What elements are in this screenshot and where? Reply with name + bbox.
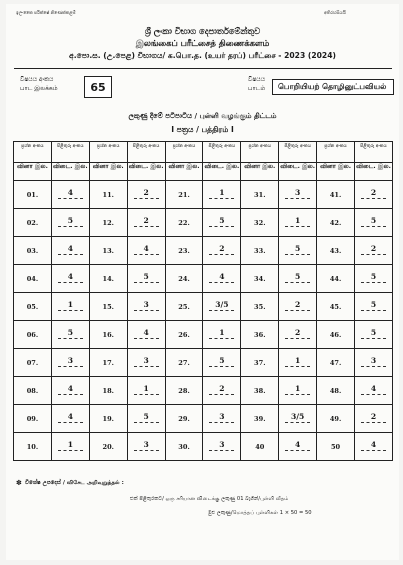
answer-line [209,226,234,227]
answer-line [209,198,234,199]
answer-cell [203,293,241,321]
question-number: 11. [89,181,127,209]
answer-cell [203,433,241,461]
answer-line [58,198,83,199]
answer-line [361,198,386,199]
answer-line [58,226,83,227]
answer-line [209,254,234,255]
answer-number-header: පිළිතුරු අංකය [355,142,393,163]
question-number: 28. [165,377,203,405]
answer-value: 5 [295,244,301,253]
question-number: 08. [14,377,52,405]
answer-value: 4 [67,188,73,197]
answer-value: 5 [370,300,377,309]
answer-cell [203,265,241,293]
answer-value: 4 [67,272,73,281]
answer-cell [279,349,317,377]
table-row [14,293,393,321]
answer-line [285,310,310,311]
question-number: 25. [165,293,203,321]
subject-no-label-1: විෂයය අංකය [20,76,54,83]
answer-number-subheader: விடை. இல. [127,163,165,181]
answer-table-body [14,181,393,461]
answer-value: 4 [67,412,73,421]
answer-cell [127,237,165,265]
question-number: 07. [14,349,52,377]
answer-value: 2 [370,188,377,197]
question-number: 40 [241,433,279,461]
answer-value: 2 [143,188,149,197]
subject-no-label-2: பாட இலக்கம் [20,84,58,92]
question-number: 46. [317,321,355,349]
paper-title: I පත්‍රය / பத்திரம் I [171,125,234,134]
table-row [14,209,393,237]
answer-cell [279,377,317,405]
question-number: 01. [14,181,52,209]
answer-cell [279,237,317,265]
question-number: 16. [89,321,127,349]
answer-cell [279,293,317,321]
question-number: 31. [241,181,279,209]
table-subheader-row [14,163,393,181]
answer-cell [51,209,89,237]
answer-line [285,450,310,451]
table-row [14,433,393,461]
table-row [14,181,393,209]
answer-value: 1 [219,188,225,197]
question-number: 23. [165,237,203,265]
answer-number-subheader: விடை. இல. [51,163,89,181]
answer-number-header: පිළිතුරු අංකය [279,142,317,163]
special-instructions-text: විශේෂ උපදෙස් / விசேட அறிவுறுத்தல் : [25,480,124,486]
answer-line [134,198,159,199]
answer-cell [51,237,89,265]
answer-value: 5 [219,356,225,365]
answer-line [209,282,234,283]
answer-cell [127,349,165,377]
answer-value: 1 [295,356,301,365]
answer-value: 5 [370,272,377,281]
question-number: 36. [241,321,279,349]
answer-number-subheader: விடை. இல. [279,163,317,181]
answer-cell [355,377,393,405]
question-number-subheader: வினா இல. [89,163,127,181]
answer-cell [127,181,165,209]
answer-value: 3 [295,188,301,197]
answer-line [134,422,159,423]
answer-number-header: පිළිතුරු අංකය [203,142,241,163]
question-number: 21. [165,181,203,209]
answer-line [134,254,159,255]
question-number: 24. [165,265,203,293]
answer-cell [51,181,89,209]
answer-number-subheader: விடை. இல. [203,163,241,181]
answer-line [134,226,159,227]
question-number: 37. [241,349,279,377]
question-number-header: ප්‍රශ්න අංකය [241,142,279,163]
answer-value: 5 [67,328,73,337]
question-number-header: ප්‍රශ්න අංකය [14,142,52,163]
answer-number-header: පිළිතුරු අංකය [51,142,89,163]
answer-value: 1 [143,384,149,393]
answer-value: 4 [219,272,225,281]
question-number: 22. [165,209,203,237]
answer-line [361,366,386,367]
answer-value: 2 [219,384,225,393]
marks-per-answer: එක් පිළිතුරකට/ ஒரு சரியான விடைக்கு ලකුණු 01 බැගින්/புள்ளி வீதம் [130,496,289,502]
answer-value: 4 [370,440,377,449]
answer-line [285,338,310,339]
answer-value: 1 [219,328,225,337]
answer-cell [279,321,317,349]
answer-line [361,450,386,451]
answer-cell [51,265,89,293]
question-number: 17. [89,349,127,377]
answer-value: 3 [370,356,377,365]
answer-cell [51,433,89,461]
answer-value: 3/5 [215,300,229,309]
answer-line [134,366,159,367]
answer-value: 3 [219,412,225,421]
marking-scheme-page [6,4,399,560]
table-row [14,377,393,405]
answer-cell [127,433,165,461]
special-instructions [16,480,124,487]
question-number-subheader: வினா இல. [14,163,52,181]
answer-value: 3 [67,356,73,365]
question-number-header: ප්‍රශ්න අංකය [317,142,355,163]
answer-value: 3 [143,300,149,309]
answer-line [361,310,386,311]
answer-cell [127,265,165,293]
answer-line [58,282,83,283]
question-number: 05. [14,293,52,321]
answer-cell [203,237,241,265]
question-number-subheader: வினா இல. [317,163,355,181]
answer-cell [279,265,317,293]
answer-cell [279,405,317,433]
answer-value: 4 [143,328,149,337]
question-number: 50 [317,433,355,461]
table-row [14,405,393,433]
answer-cell [279,433,317,461]
answer-number-header: පිළිතුරු අංකය [127,142,165,163]
answer-line [209,366,234,367]
question-number: 13. [89,237,127,265]
total-marks: මුළු ලකුණු/மொத்தப் புள்ளிகள் 1 × 50 = 50 [208,510,312,516]
top-left-note: ඉලංකෛ පරීක්ෂේ නිණෙක්කළම් [16,11,76,16]
answer-value: 2 [370,244,377,253]
question-number: 27. [165,349,203,377]
question-number: 49. [317,405,355,433]
table-row [14,265,393,293]
department-sinhala: ශ්‍රී ලංකා විභාග දෙපාර්තමේන්තුව [144,26,261,36]
answer-cell [51,293,89,321]
answer-line [361,394,386,395]
answer-value: 5 [370,216,377,225]
answer-cell [203,405,241,433]
answer-cell [355,265,393,293]
question-number: 04. [14,265,52,293]
answer-value: 3/5 [291,412,305,421]
answer-cell [355,349,393,377]
question-number: 15. [89,293,127,321]
answer-line [58,366,83,367]
answer-cell [355,237,393,265]
table-row [14,237,393,265]
answer-value: 1 [295,384,301,393]
header-rule [14,68,392,69]
answer-value: 5 [295,272,301,281]
answer-line [285,254,310,255]
question-number: 19. [89,405,127,433]
answer-cell [203,181,241,209]
question-number: 29. [165,405,203,433]
subject-label [248,76,265,93]
question-number: 43. [317,237,355,265]
table-header-row [14,142,393,163]
answer-value: 5 [143,412,149,421]
answer-line [285,226,310,227]
answer-cell [51,321,89,349]
answer-cell [203,321,241,349]
question-number: 44. [317,265,355,293]
answer-cell [355,433,393,461]
answer-line [209,422,234,423]
question-number: 14. [89,265,127,293]
answer-cell [127,321,165,349]
answer-value: 5 [67,216,73,225]
answer-cell [355,321,393,349]
answer-value: 2 [219,244,225,253]
answer-line [134,282,159,283]
question-number: 20. [89,433,127,461]
marking-scheme-title: ලකුණු දීමේ පටිපාටිය / புள்ளி வழங்கும் திட்டம் [128,112,277,120]
question-number: 35. [241,293,279,321]
answer-line [134,310,159,311]
answer-line [134,394,159,395]
answer-value: 5 [370,328,377,337]
question-number: 09. [14,405,52,433]
answer-line [361,254,386,255]
answer-line [209,450,234,451]
subject-label-1: විෂයය [248,76,266,83]
answer-cell [51,377,89,405]
question-number: 03. [14,237,52,265]
answer-value: 1 [67,440,73,449]
answer-cell [355,209,393,237]
answer-line [58,310,83,311]
question-number: 18. [89,377,127,405]
answer-value: 2 [143,216,149,225]
answer-line [361,226,386,227]
answer-line [285,422,310,423]
subject-no-label [20,76,58,93]
subject-code-box: 65 [84,76,112,98]
question-number: 32. [241,209,279,237]
question-number: 10. [14,433,52,461]
answer-value: 5 [219,216,225,225]
answer-line [58,394,83,395]
answer-value: 5 [143,272,149,281]
answer-cell [203,377,241,405]
answer-value: 4 [67,384,73,393]
answer-line [361,338,386,339]
answer-cell [203,209,241,237]
answer-line [209,310,234,311]
answer-line [209,394,234,395]
answer-line [58,422,83,423]
answer-line [134,338,159,339]
answer-value: 2 [370,412,377,421]
question-number-header: ප්‍රශ්න අංකය [165,142,203,163]
answer-cell [127,209,165,237]
table-row [14,349,393,377]
answer-line [285,198,310,199]
question-number: 38. [241,377,279,405]
question-number: 30. [165,433,203,461]
question-number: 48. [317,377,355,405]
question-number-subheader: வினா இல. [165,163,203,181]
answer-line [134,450,159,451]
question-number: 06. [14,321,52,349]
answer-table [13,141,393,461]
answer-cell [127,293,165,321]
question-number: 47. [317,349,355,377]
table-row [14,321,393,349]
answer-value: 4 [143,244,149,253]
answer-value: 1 [67,300,73,309]
answer-cell [51,349,89,377]
answer-cell [203,349,241,377]
question-number: 02. [14,209,52,237]
question-number: 33. [241,237,279,265]
answer-value: 1 [295,216,301,225]
question-number: 12. [89,209,127,237]
answer-cell [279,181,317,209]
subject-label-2: பாடம் [248,84,266,92]
question-number: 26. [165,321,203,349]
answer-value: 3 [143,356,149,365]
answer-line [285,366,310,367]
answer-value: 4 [295,440,301,449]
question-number: 34. [241,265,279,293]
question-number: 39. [241,405,279,433]
question-number-subheader: வினா இல. [241,163,279,181]
answer-cell [355,181,393,209]
subject-name-box: பொறியியற் தொழினுட்பவியல் [272,79,394,95]
bullet-icon: ✽ [16,479,22,487]
answer-line [361,282,386,283]
answer-value: 2 [295,328,301,337]
answer-cell [127,405,165,433]
department-tamil: இலங்கைப் பரீட்சைத் திணைக்களம் [135,38,270,48]
answer-line [58,254,83,255]
answer-value: 3 [219,440,225,449]
answer-cell [355,405,393,433]
answer-line [58,450,83,451]
answer-line [285,282,310,283]
question-number: 41. [317,181,355,209]
answer-value: 4 [67,244,73,253]
answer-line [209,338,234,339]
question-number: 45. [317,293,355,321]
answer-line [58,338,83,339]
answer-cell [127,377,165,405]
answer-line [361,422,386,423]
answer-line [285,394,310,395]
question-number-header: ප්‍රශ්න අංකය [89,142,127,163]
answer-cell [51,405,89,433]
confidential-note: අතිරහසියයි [324,11,346,16]
answer-cell [355,293,393,321]
answer-value: 4 [370,384,377,393]
answer-value: 2 [295,300,301,309]
answer-value: 3 [143,440,149,449]
answer-cell [279,209,317,237]
question-number: 42. [317,209,355,237]
exam-title: අ.පො.ස. (උ.පෙළ) විභාගය/ க.பொ.த. (உயர் தரப்) பரீட்சை - 2023 (2024) [69,51,336,60]
answer-number-subheader: விடை. இல. [355,163,393,181]
